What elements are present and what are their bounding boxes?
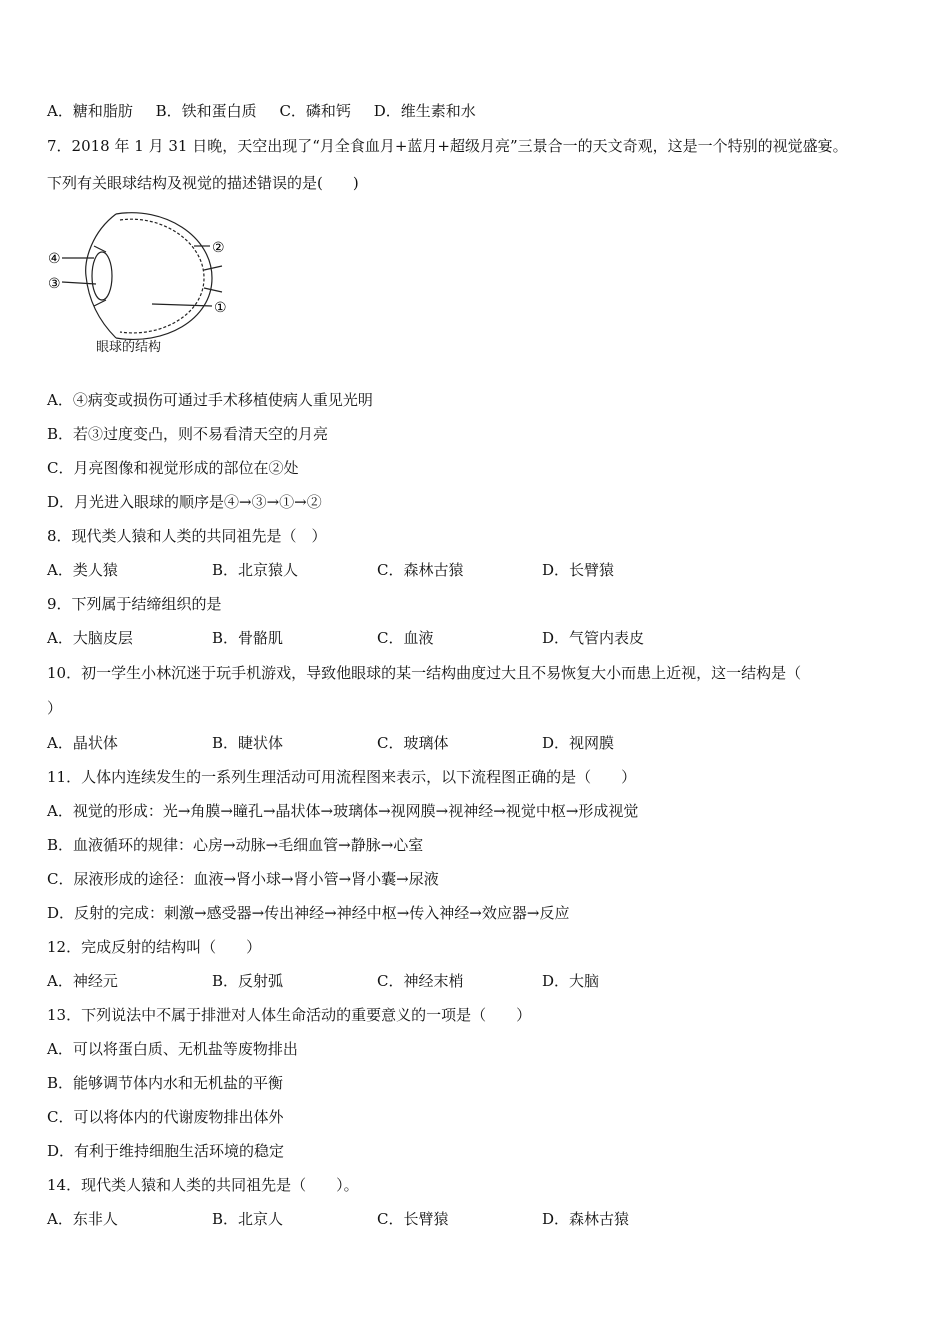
figure-caption: 眼球的结构: [96, 340, 162, 355]
q14-option-b[interactable]: B．北京人: [212, 1210, 284, 1228]
q9-option-c[interactable]: C．血液: [377, 629, 434, 647]
q11-option-b[interactable]: B．血液循环的规律：心房→动脉→毛细血管→静脉→心室: [47, 836, 424, 854]
q13-stem: 13．下列说法中不属于排泄对人体生命活动的重要意义的一项是（ ）: [47, 1006, 532, 1024]
label-4: ④: [48, 251, 61, 267]
q13-option-b[interactable]: B．能够调节体内水和无机盐的平衡: [47, 1074, 284, 1092]
q9-stem: 9．下列属于结缔组织的是: [47, 595, 222, 613]
q8-options: [47, 560, 707, 580]
optic-nerve: [204, 266, 222, 292]
q6-option-a[interactable]: A．糖和脂肪: [47, 102, 133, 120]
q9-option-b[interactable]: B．骨骼肌: [212, 629, 284, 647]
q8-option-a[interactable]: A．类人猿: [47, 561, 118, 579]
q11-option-a[interactable]: A．视觉的形成：光→角膜→瞳孔→晶状体→玻璃体→视网膜→视神经→视觉中枢→形成视觉: [47, 802, 639, 820]
q12-option-b[interactable]: B．反射弧: [212, 972, 284, 990]
q13-option-c[interactable]: C．可以将体内的代谢废物排出体外: [47, 1108, 284, 1126]
q14-option-c[interactable]: C．长臂猿: [377, 1210, 449, 1228]
q12-stem: 12．完成反射的结构叫（ ）: [47, 938, 262, 956]
sclera-outline: [116, 213, 212, 340]
label-2: ②: [212, 240, 225, 256]
q7-stem-line1: 7．2018 年 1 月 31 日晚，天空出现了“月全食血月+蓝月+超级月亮”三景合一的天文奇观，这是一个特别的视觉盛宴。: [47, 137, 848, 155]
q10-option-c[interactable]: C．玻璃体: [377, 734, 449, 752]
q14-options: [47, 1209, 707, 1229]
lens-outline: [92, 252, 112, 300]
q11-option-c[interactable]: C．尿液形成的途径：血液→肾小球→肾小管→肾小囊→尿液: [47, 870, 439, 888]
label-3: ③: [48, 276, 61, 292]
q14-option-a[interactable]: A．东非人: [47, 1210, 118, 1228]
q14-stem: 14．现代类人猿和人类的共同祖先是（ ）。: [47, 1176, 359, 1194]
q11-stem: 11．人体内连续发生的一系列生理活动可用流程图来表示，以下流程图正确的是（ ）: [47, 768, 637, 786]
q10-options: [47, 733, 707, 753]
q7-option-b[interactable]: B．若③过度变凸，则不易看清天空的月亮: [47, 425, 329, 443]
q11-option-d[interactable]: D．反射的完成：刺激→感受器→传出神经→神经中枢→传入神经→效应器→反应: [47, 904, 570, 922]
q10-option-b[interactable]: B．睫状体: [212, 734, 284, 752]
q13-option-a[interactable]: A．可以将蛋白质、无机盐等废物排出: [47, 1040, 298, 1058]
q8-option-c[interactable]: C．森林古猿: [377, 561, 464, 579]
q12-option-c[interactable]: C．神经末梢: [377, 972, 464, 990]
q12-option-d[interactable]: D．大脑: [542, 972, 600, 990]
q7-stem-line2: 下列有关眼球结构及视觉的描述错误的是( ): [47, 174, 359, 192]
q8-option-d[interactable]: D．长臂猿: [542, 561, 615, 579]
q9-option-d[interactable]: D．气管内表皮: [542, 629, 645, 647]
q10-option-d[interactable]: D．视网膜: [542, 734, 615, 752]
q7-option-d[interactable]: D．月光进入眼球的顺序是④→③→①→②: [47, 493, 322, 511]
q9-options: [47, 628, 707, 648]
q6-option-d[interactable]: D．维生素和水: [373, 102, 476, 120]
q8-option-b[interactable]: B．北京猿人: [212, 561, 299, 579]
q9-option-a[interactable]: A．大脑皮层: [47, 629, 133, 647]
q6-option-b[interactable]: B．铁和蛋白质: [155, 102, 257, 120]
q7-option-c[interactable]: C．月亮图像和视觉形成的部位在②处: [47, 459, 299, 477]
q7-option-a[interactable]: A．④病变或损伤可通过手术移植使病人重见光明: [47, 391, 373, 409]
label-1: ①: [214, 300, 227, 316]
q14-option-d[interactable]: D．森林古猿: [542, 1210, 630, 1228]
q6-options: [47, 101, 476, 121]
q13-option-d[interactable]: D．有利于维持细胞生活环境的稳定: [47, 1142, 285, 1160]
q6-option-c[interactable]: C．磷和钙: [279, 102, 351, 120]
q12-option-a[interactable]: A．神经元: [47, 972, 118, 990]
q10-stem-line2: ）: [47, 699, 63, 717]
q10-option-a[interactable]: A．晶状体: [47, 734, 118, 752]
q12-options: [47, 971, 707, 991]
q8-stem: 8．现代类人猿和人类的共同祖先是（ ）: [47, 527, 327, 545]
q10-stem-line1: 10．初一学生小林沉迷于玩手机游戏，导致他眼球的某一结构曲度过大且不易恢复大小而患上近视，这一结构是（: [47, 664, 802, 682]
